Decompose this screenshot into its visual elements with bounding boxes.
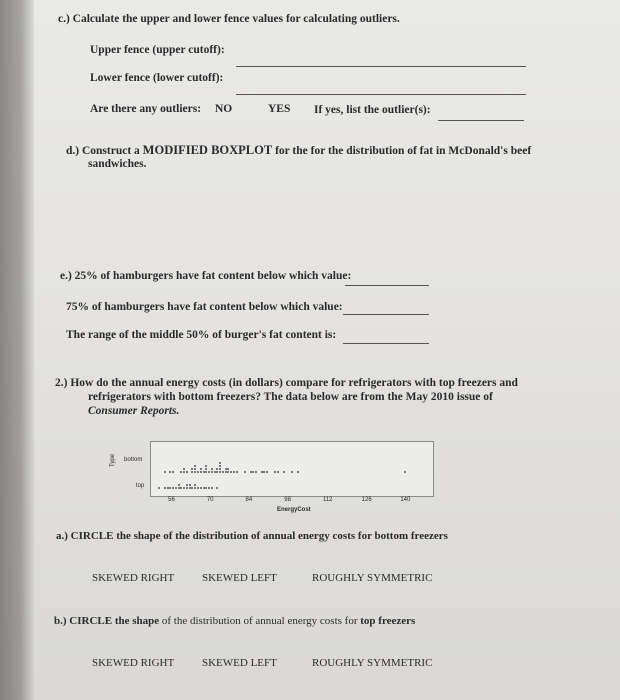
- q2-line2: refrigerators with bottom freezers? The data below are from the May 2010 issue of: [88, 391, 493, 403]
- data-dot-bottom: [211, 471, 213, 473]
- data-dot-bottom: [197, 471, 199, 473]
- lower-fence-label: Lower fence (lower cutoff):: [90, 72, 224, 84]
- q2-line3: Consumer Reports.: [88, 405, 180, 417]
- x-tick-label: 112: [322, 497, 333, 503]
- part-b-prompt: [54, 615, 415, 627]
- data-dot-bottom: [225, 468, 227, 470]
- data-dot-bottom: [211, 468, 213, 470]
- data-dot-bottom: [244, 471, 246, 473]
- upper-fence-label: Upper fence (upper cutoff):: [90, 44, 225, 56]
- energy-cost-dotplot: [112, 437, 438, 519]
- x-tick-label: 56: [168, 497, 175, 503]
- x-tick-label: 84: [245, 497, 253, 503]
- part-e-q2-answer-line[interactable]: [343, 314, 429, 315]
- outliers-question: Are there any outliers:: [90, 103, 202, 115]
- x-tick-label: 126: [361, 497, 372, 503]
- part-e-q3: The range of the middle 50% of burger's fat content is:: [66, 329, 337, 341]
- data-dot-top: [197, 487, 199, 489]
- data-dot-top: [211, 487, 213, 489]
- data-dot-bottom: [291, 471, 293, 473]
- part-b-mid: of the distribution of annual energy costs for: [159, 615, 361, 627]
- outliers-answer-line[interactable]: [438, 120, 524, 121]
- part-c-heading: c.) Calculate the upper and lower fence values for calculating outliers.: [58, 13, 400, 25]
- lower-fence-answer-line[interactable]: [236, 94, 526, 95]
- data-dot-top: [189, 487, 191, 489]
- category-top-label: top: [136, 483, 145, 489]
- data-dot-top: [203, 487, 205, 489]
- data-dot-top: [186, 487, 188, 489]
- q2-line1: 2.) How do the annual energy costs (in dollars) compare for refrigerators with top freezers and: [55, 377, 518, 389]
- part-b-roughly-symmetric[interactable]: ROUGHLY SYMMETRIC: [312, 657, 433, 669]
- y-axis-label: Type: [110, 453, 116, 467]
- category-bottom-label: bottom: [124, 457, 143, 463]
- data-dot-top: [178, 484, 180, 486]
- data-dot-top: [167, 487, 169, 489]
- part-a-skewed-left[interactable]: SKEWED LEFT: [202, 572, 277, 584]
- data-dot-bottom: [186, 471, 188, 473]
- part-e-q1: e.) 25% of hamburgers have fat content below which value:: [60, 270, 352, 282]
- no-option[interactable]: NO: [215, 103, 233, 115]
- data-dot-bottom: [225, 471, 227, 473]
- upper-fence-answer-line[interactable]: [236, 66, 526, 67]
- page-shadow-edge: [0, 0, 34, 700]
- data-dot-top: [189, 484, 191, 486]
- part-b-shape: shape: [132, 615, 160, 627]
- data-dot-bottom: [200, 471, 202, 473]
- part-a-bold: bottom freezers: [374, 530, 448, 542]
- data-dot-bottom: [200, 468, 202, 470]
- part-d-line2: sandwiches.: [88, 158, 147, 170]
- data-dot-bottom: [233, 471, 235, 473]
- yes-option[interactable]: YES: [268, 103, 291, 115]
- part-b-bold: top freezers: [360, 615, 416, 627]
- part-e-q2: 75% of hamburgers have fat content below which value:: [66, 301, 343, 313]
- data-dot-top: [186, 484, 188, 486]
- part-d-modified-boxplot: MODIFIED BOXPLOT: [142, 143, 273, 157]
- data-dot-top: [200, 487, 202, 489]
- part-a-prompt: [56, 530, 448, 542]
- x-tick-label: 70: [206, 497, 214, 503]
- data-dot-top: [175, 487, 177, 489]
- data-dot-bottom: [222, 471, 224, 473]
- part-a-roughly-symmetric[interactable]: ROUGHLY SYMMETRIC: [312, 572, 433, 584]
- x-axis-label: EnergyCost: [277, 507, 311, 513]
- outliers-list-label: If yes, list the outlier(s):: [314, 104, 431, 116]
- part-d-heading: [66, 143, 531, 158]
- part-b-skewed-right[interactable]: SKEWED RIGHT: [92, 657, 175, 669]
- data-dot-bottom: [283, 471, 285, 473]
- data-dot-bottom: [164, 471, 166, 473]
- data-dot-top: [164, 487, 166, 489]
- data-dot-bottom: [261, 471, 263, 473]
- part-e-q1-answer-line[interactable]: [345, 285, 429, 286]
- data-dot-bottom: [214, 471, 216, 473]
- data-dot-bottom: [236, 471, 238, 473]
- x-tick-label: 98: [284, 497, 291, 503]
- part-a-prefix: a.) CIRCLE the shape of the distribution of annual energy costs for: [56, 530, 375, 542]
- part-a-skewed-right[interactable]: SKEWED RIGHT: [92, 572, 175, 584]
- data-dot-top: [178, 487, 180, 489]
- data-dot-bottom: [203, 471, 205, 473]
- data-dot-bottom: [250, 471, 252, 473]
- x-tick-label: 140: [400, 497, 411, 503]
- part-e-q3-answer-line[interactable]: [343, 343, 429, 344]
- part-b-prefix: b.) CIRCLE the: [54, 615, 133, 627]
- part-b-skewed-left[interactable]: SKEWED LEFT: [202, 657, 277, 669]
- part-d-suffix: for the for the distribution of fat in McDonald's beef: [272, 145, 532, 157]
- part-d-prefix: d.) Construct a: [66, 145, 143, 157]
- data-dot-bottom: [297, 471, 299, 473]
